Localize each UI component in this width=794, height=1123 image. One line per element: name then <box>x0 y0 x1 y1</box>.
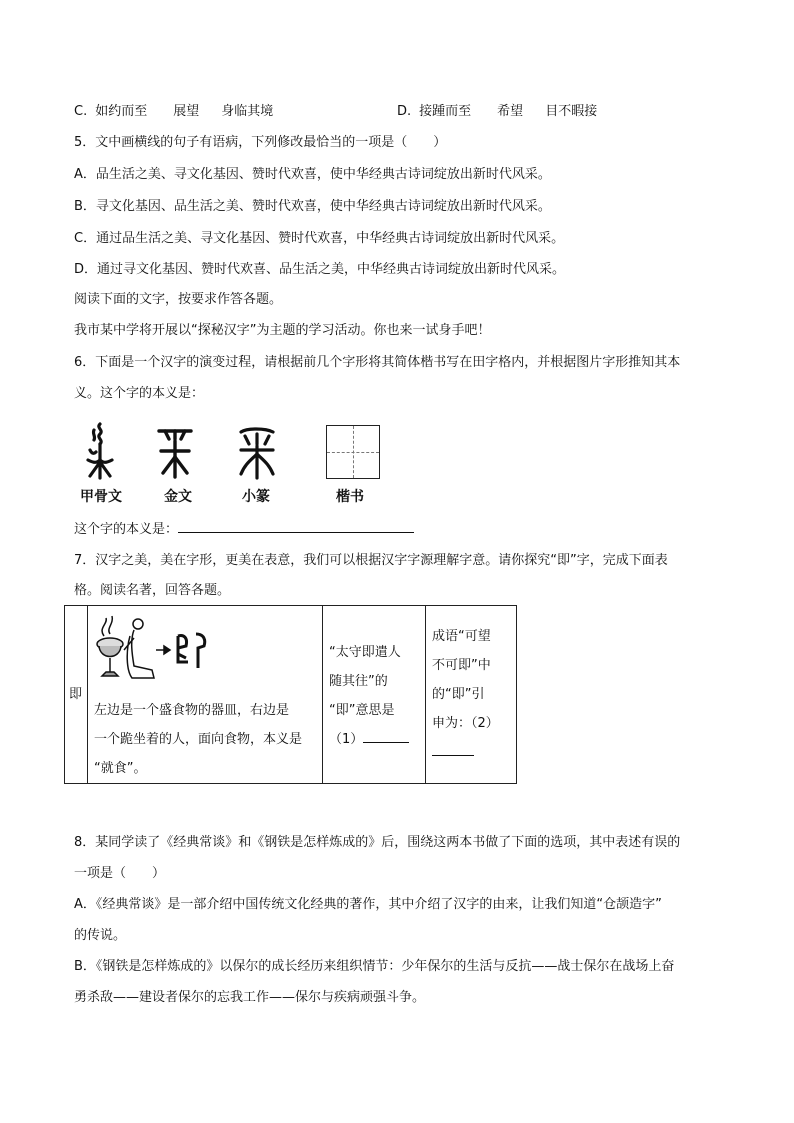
option-d-label: D. <box>397 104 412 119</box>
q8-line-2: 一项是（ ） <box>74 866 166 881</box>
q8-line-1: 8．某同学读了《经典常谈》和《钢铁是怎样炼成的》后，围绕这两本书做了下面的选项，其中表述有误的 <box>74 835 681 850</box>
q5-option-d: D．通过寻文化基因、赞时代欢喜、品生活之美，中华经典古诗词绽放出新时代风采。 <box>74 262 566 277</box>
q7-1-line-2: 随其往”的 <box>329 674 388 689</box>
label-small-seal: 小篆 <box>242 489 270 505</box>
q5-option-b: B．寻文化基因、品生活之美、赞时代欢喜，使中华经典古诗词绽放出新时代风采。 <box>74 199 551 214</box>
q7-1-answer-blank[interactable] <box>363 730 409 743</box>
option-c-word-2: 展望 <box>173 104 200 119</box>
q8-option-a-line-2: 的传说。 <box>74 928 127 943</box>
option-d-line <box>397 103 597 121</box>
q6-answer-line <box>74 520 414 539</box>
ji-question-1-cell <box>323 606 426 784</box>
q7-2-line-3: 的“即”引 <box>432 687 485 702</box>
q6-answer-blank[interactable] <box>178 520 414 533</box>
tianzige-writing-box[interactable] <box>326 425 380 479</box>
q7-2-line-4: 申为：（2） <box>432 716 499 731</box>
q7-1-line-4 <box>329 725 419 754</box>
q7-1-line-1: “太守即遣人 <box>329 645 401 660</box>
q6-answer-prompt: 这个字的本义是： <box>74 522 179 537</box>
option-d-word-2: 希望 <box>497 104 524 119</box>
q6-line-2: 义。这个字的本义是： <box>74 386 205 401</box>
small-seal-glyph-image <box>235 424 279 482</box>
q8-option-a-line-1: A．《经典常谈》是一部介绍中国传统文化经典的著作，其中介绍了汉字的由来，让我们知道“仓颉造字” <box>74 897 662 912</box>
option-c-label: C. <box>74 104 88 119</box>
q8-option-b-line-1: B．《钢铁是怎样炼成的》以保尔的成长经历来组织情节：少年保尔的生活与反抗——战士保尔在战场上奋 <box>74 959 675 974</box>
q7-1-number: （1） <box>329 732 364 747</box>
q7-line-1: 7．汉字之美，美在字形，更美在表意，我们可以根据汉字字源理解字意。请你探究“即”字，完成下面表 <box>74 553 668 568</box>
label-regular-script: 楷书 <box>336 489 364 505</box>
q7-2-line-5 <box>432 738 510 767</box>
option-c-line <box>74 103 273 121</box>
q7-2-line-1: 成语“可望 <box>432 629 491 644</box>
option-d-word-1: 接踵而至 <box>419 104 472 119</box>
q5-stem: 5．文中画横线的句子有语病，下列修改最恰当的一项是（ ） <box>74 135 447 150</box>
option-c-word-3: 身临其境 <box>221 104 274 119</box>
ji-origin-desc-line-1: 左边是一个盛食物的器皿，右边是 <box>94 703 290 718</box>
q6-line-1: 6．下面是一个汉字的演变过程，请根据前几个字形将其简体楷书写在田字格内，并根据图片字形推知其本 <box>74 355 681 370</box>
label-bronze: 金文 <box>164 489 192 505</box>
oracle-bone-glyph-image <box>82 420 118 482</box>
ji-char-cell: 即 <box>65 606 88 784</box>
q7-1-line-3: “即”意思是 <box>329 703 395 718</box>
q7-line-2: 格。阅读名著，回答各题。 <box>74 583 231 598</box>
tianzige-vertical-guide <box>353 426 354 478</box>
ji-character-table <box>64 605 517 784</box>
option-d-word-3: 目不暇接 <box>545 104 598 119</box>
q5-option-a: A．品生活之美、寻文化基因、赞时代欢喜，使中华经典古诗词绽放出新时代风采。 <box>74 167 551 182</box>
q7-2-line-2: 不可即”中 <box>432 658 491 673</box>
ji-origin-illustration <box>94 610 214 696</box>
q7-2-answer-blank[interactable] <box>432 743 474 756</box>
label-oracle-bone: 甲骨文 <box>80 489 122 505</box>
activity-intro: 我市某中学将开展以“探秘汉字”为主题的学习活动。你也来一试身手吧！ <box>74 323 491 338</box>
reading-intro: 阅读下面的文字，按要求作答各题。 <box>74 292 283 307</box>
option-c-word-1: 如约而至 <box>95 104 148 119</box>
bronze-glyph-image <box>155 425 195 481</box>
q5-option-c: C．通过品生活之美、寻文化基因、赞时代欢喜，中华经典古诗词绽放出新时代风采。 <box>74 231 565 246</box>
ji-origin-desc-line-3: “就食”。 <box>94 761 147 776</box>
ji-origin-desc-line-2: 一个跪坐着的人，面向食物，本义是 <box>94 732 303 747</box>
ji-origin-cell <box>88 606 323 784</box>
q8-option-b-line-2: 勇杀敌——建设者保尔的忘我工作——保尔与疾病顽强斗争。 <box>74 990 426 1005</box>
ji-question-2-cell <box>426 606 517 784</box>
